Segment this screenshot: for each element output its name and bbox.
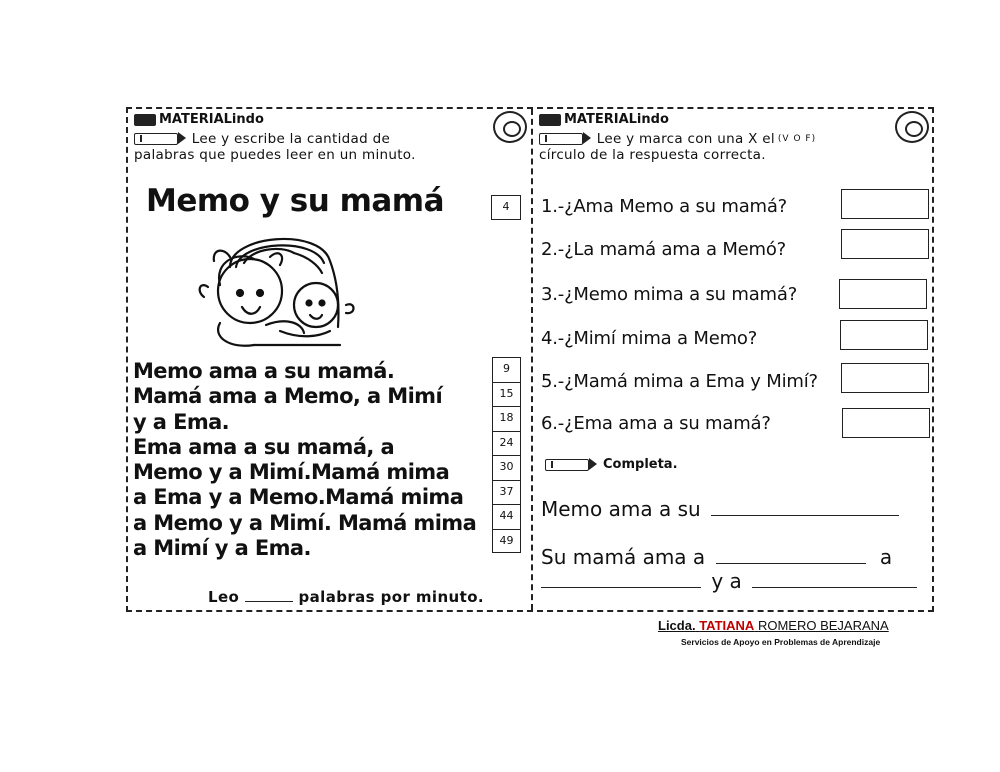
fill-blank-2[interactable] (716, 547, 866, 564)
pencil-icon (539, 133, 583, 145)
brand-icon (539, 114, 561, 126)
reading-panel (128, 109, 531, 610)
word-count-cell: 18 (492, 406, 521, 431)
story-line: a Ema y a Memo.Mamá mima (133, 485, 464, 510)
completa-heading: Completa. (545, 457, 678, 472)
answer-box-1[interactable] (841, 189, 929, 219)
word-count-cell: 49 (492, 529, 521, 554)
fill-sentence-1: Memo ama a su (541, 497, 899, 521)
question-6: 6.-¿Ema ama a su mamá? (541, 413, 771, 434)
children-illustration-icon (190, 227, 360, 355)
brand-text: MATERIALindo (159, 112, 264, 127)
brand-logo (539, 112, 669, 127)
answer-box-6[interactable] (842, 408, 930, 438)
word-count-cell: 37 (492, 480, 521, 505)
question-3: 3.-¿Memo mima a su mamá? (541, 284, 798, 305)
reading-instruction: Lee y escribe la cantidad de palabras que puedes leer en un minuto. (134, 131, 416, 163)
fill-blank-4[interactable] (752, 571, 917, 588)
story-line: a Memo y a Mimí. Mamá mima (133, 510, 477, 535)
fill-blank-3[interactable] (541, 571, 701, 588)
title-word-count: 4 (491, 195, 521, 220)
story-line: y a Ema. (133, 409, 230, 434)
answer-box-5[interactable] (841, 363, 929, 393)
answer-box-3[interactable] (839, 279, 927, 309)
pencil-icon (134, 133, 178, 145)
fill-sentence-2: Su mamá ama a a (541, 545, 893, 569)
answer-box-2[interactable] (841, 229, 929, 259)
story-line: Memo y a Mimí.Mamá mima (133, 460, 450, 485)
pencil-icon (545, 459, 589, 471)
word-count-column (492, 357, 521, 553)
story-line: a Mimí y a Ema. (133, 536, 311, 561)
author-credit: Licda. TATIANA ROMERO BEJARANA (658, 618, 889, 633)
word-count-cell: 24 (492, 431, 521, 456)
story-text (133, 359, 476, 561)
worksheet (126, 107, 934, 612)
apple-icon (493, 111, 527, 143)
story-title: Memo y su mamá (146, 183, 445, 219)
questions-instruction: Lee y marca con una X el $^{(V O F)}$ círculo de la respuesta correcta. (539, 131, 817, 163)
author-subtitle: Servicios de Apoyo en Problemas de Aprendizaje (681, 637, 881, 647)
story-line: Mamá ama a Memo, a Mimí (133, 384, 443, 409)
word-count-cell: 15 (492, 382, 521, 407)
word-count-cell: 9 (492, 357, 521, 382)
word-count-cell: 44 (492, 504, 521, 529)
questions-panel (533, 109, 933, 610)
question-5: 5.-¿Mamá mima a Ema y Mimí? (541, 371, 818, 392)
brand-logo (134, 112, 264, 127)
fill-blank-1[interactable] (711, 499, 899, 516)
apple-icon (895, 111, 929, 143)
question-1: 1.-¿Ama Memo a su mamá? (541, 196, 788, 217)
question-4: 4.-¿Mimí mima a Memo? (541, 328, 758, 349)
story-line: Ema ama a su mamá, a (133, 434, 395, 459)
story-line: Memo ama a su mamá. (133, 359, 395, 383)
answer-box-4[interactable] (840, 320, 928, 350)
fill-sentence-3: y a (541, 569, 917, 593)
brand-text: MATERIALindo (564, 112, 669, 127)
words-per-minute-blank[interactable] (245, 585, 293, 602)
brand-icon (134, 114, 156, 126)
word-count-cell: 30 (492, 455, 521, 480)
question-2: 2.-¿La mamá ama a Memó? (541, 239, 787, 260)
words-per-minute-line: Leo palabras por minuto. (208, 585, 484, 606)
